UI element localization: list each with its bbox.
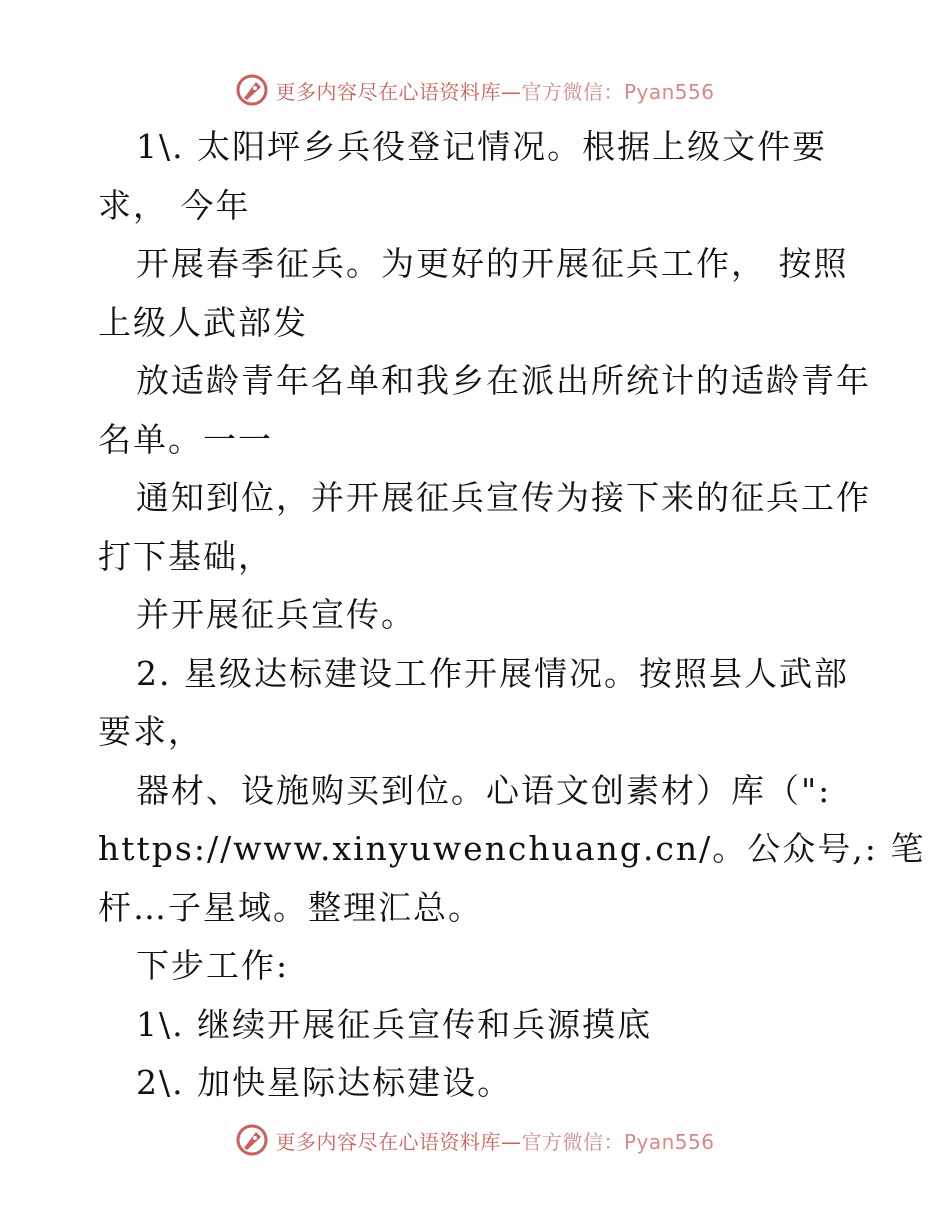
body-line: 2. 星级达标建设工作开展情况。按照县人武部 bbox=[136, 653, 849, 693]
body-line: 并开展征兵宣传。 bbox=[136, 595, 416, 634]
body-line: 放适龄青年名单和我乡在派出所统计的适龄青年 bbox=[136, 361, 871, 400]
body-line: 名单。一一 bbox=[98, 419, 273, 459]
body-line: 1\. 继续开展征兵宣传和兵源摸底 bbox=[136, 1004, 653, 1044]
body-line: 打下基础， bbox=[98, 536, 273, 576]
body-line: 求， 今年 bbox=[98, 185, 251, 225]
footer-banner bbox=[0, 1120, 950, 1160]
pen-nib-logo-icon bbox=[235, 73, 269, 107]
body-line: 开展春季征兵。为更好的开展征兵工作， 按照 bbox=[136, 244, 849, 283]
body-line: 杆…子星域。整理汇总。 bbox=[98, 887, 483, 927]
body-line: 上级人武部发 bbox=[98, 302, 308, 342]
body-line: https://www.xinyuwenchuang.cn/。公众号,: 笔 bbox=[98, 829, 926, 868]
body-line: 1\. 太阳坪乡兵役登记情况。根据上级文件要 bbox=[136, 127, 828, 166]
body-line: 要求， bbox=[98, 712, 203, 751]
header-banner bbox=[0, 70, 950, 110]
body-line: 下步工作: bbox=[136, 946, 290, 985]
body-line: 2\. 加快星际达标建设。 bbox=[136, 1063, 513, 1102]
body-line: 器材、设施购买到位。心语文创素材）库（": bbox=[136, 770, 832, 810]
document-body bbox=[98, 118, 926, 1113]
pen-nib-logo-icon bbox=[235, 1123, 269, 1157]
body-line: 通知到位，并开展征兵宣传为接下来的征兵工作 bbox=[136, 478, 871, 517]
banner-text: 更多内容尽在心语资料库—官方微信：Pyan556 bbox=[275, 1129, 715, 1154]
banner-text: 更多内容尽在心语资料库—官方微信：Pyan556 bbox=[275, 79, 715, 104]
